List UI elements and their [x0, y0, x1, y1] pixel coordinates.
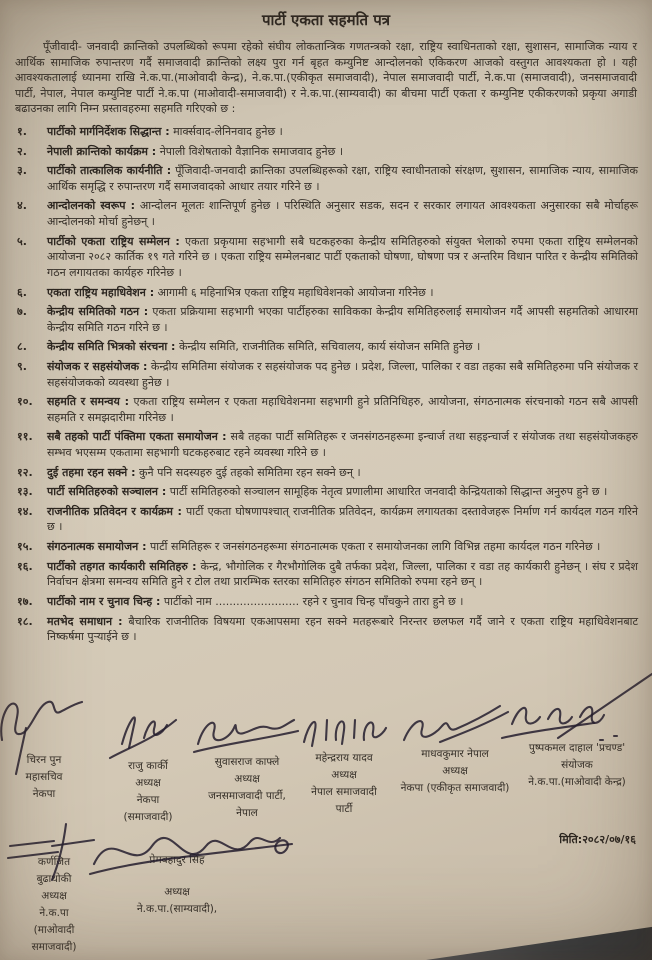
agreement-item [12, 359, 640, 390]
intro-paragraph: पूँजीवादी- जनवादी क्रान्तिको उपलब्धिको रूपमा रहेको संघीय लोकतान्त्रिक गणतन्त्रको रक्षा, राष्ट्रिय स्वाधिनताको रक्षा, सुशासन, सामाजिक न्याय र आर्थिक सामाजिक रुपान्तरण गर्दै समाजवादी क्रान्तिको लक्ष्य पुरा गर्न बृहत कम्युनिष्ट आन्दोलनको एकिकरण आजको वस्तुगत आवश्यकता हो । यही आवश्यकतालाई ध्यानमा राखि ने.क.पा.(माओवादी केन्द्र), ने.क.पा.(एकीकृत समाजवादी), नेपाल समाजवादी पार्टी, ने.क.पा (समाजवादी), जनसमाजवादी पार्टी, नेपाल, नेपाल कम्युनिष्ट पार्टी ने.क.पा (माओवादी-समाजवादी) र ने.क.पा.(साम्यवादी) का बीचमा पार्टी एकता र कम्युनिष्ट एकीकरणको प्रकृया अगाडी बढाउनका लागि निम्न प्रस्तावहरुमा सहमति गरिएको छ : [15, 40, 637, 116]
item-text: केन्द्रीय समिति, राजनीतिक समिति, सचिवालय, कार्य संयोजन समिति हुनेछ । [178, 340, 481, 354]
item-number: ८. [17, 340, 27, 354]
agreement-item [12, 394, 640, 425]
item-heading: पार्टीको एकता राष्ट्रिय सम्मेलन : [47, 234, 180, 248]
item-heading: संयोजक र सहसंयोजक : [47, 359, 148, 373]
signatory-madhav-kumar-nepal: माधवकुमार नेपाल अध्यक्ष नेकपा (एकीकृत समाजवादी) [392, 746, 518, 797]
item-heading: पार्टीको तात्कालिक कार्यनीति : [47, 164, 172, 178]
item-number: ५. [17, 234, 27, 248]
item-heading: सहमति र समन्वय : [47, 395, 130, 409]
item-text: मार्क्सवाद-लेनिनवाद हुनेछ । [173, 125, 283, 139]
signatory-karnajit-budhathoki: कर्णजित बुढाथोकी अध्यक्ष ने.क.पा (माओवादी समाजवादी) [12, 854, 96, 956]
item-text: एकता प्रकृयामा सहभागी सबै घटकहरुका केन्द्रीय समितिहरुको संयुक्त भेलाको रुपमा एकता राष्ट्रिय सम्मेलनको आयोजना २०८२ कार्तिक १९ गते गरिने छ । एकता राष्ट्रिय सम्मेलनबाट पार्टी एकताको घोषणा, घोषणा पत्र र अन्तरिम विधान पारित र केन्द्रीय समितिको गठन लगायतका कार्यहरु गरिनेछ । [47, 234, 638, 279]
signature-madhav-kumar-nepal-scribble [396, 698, 514, 750]
item-text: पूँजिवादी-जनवादी क्रान्तिका उपलब्धिहरूको रक्षा, राष्ट्रिय स्वाधीनताको संरक्षण, सुशासन, सामाजिक न्याय, सामाजिक आर्थिक समृद्धि र रुपान्तरण गर्दै समाजवादको आधार तयार गरिने छ । [47, 164, 638, 193]
item-number: १५. [17, 540, 33, 554]
item-number: ६. [17, 285, 27, 299]
item-heading: पार्टीको मार्गनिर्देशक सिद्धान्त : [47, 125, 170, 139]
item-number: ११. [17, 430, 33, 444]
item-text: पार्टी समितिहरुको सञ्चालन सामूहिक नेतृत्व प्रणालीमा आधारित जनवादी केन्द्रियताको सिद्धान्त अनुरुप हुने छ । [169, 485, 608, 499]
item-number: २. [17, 144, 27, 158]
agreement-item [12, 144, 640, 160]
agreement-item [12, 429, 640, 460]
item-text: कुनै पनि सदस्यहरु दुई तहको समितिमा रहन सक्ने छन् । [139, 465, 361, 479]
item-number: ३. [17, 164, 27, 178]
item-number: १४. [17, 504, 33, 518]
signatory-prem-bahadur-singh: प्रेमबहादुर सिंह अध्यक्ष ने.क.पा.(साम्यवादी), [94, 852, 260, 918]
agreement-item [12, 504, 640, 535]
item-text: केन्द्र, भौगोलिक र गैरभौगोलिक दुबै तर्फका प्रदेश, जिल्ला, पालिका र वडा तह कार्यकारी हुनेछन् । संघ र प्रदेश निर्वाचन क्षेत्रमा समन्वय समिति हुने र टोल तथा प्रारम्भिक स्तरका समितिहरु संगठन समितिको रुपमा रहने छन् । [47, 559, 638, 589]
agreement-item [12, 594, 640, 610]
agreement-item [12, 285, 640, 301]
item-heading: पार्टीको नाम र चुनाव चिन्ह : [47, 594, 161, 608]
agreement-item [12, 234, 640, 281]
item-heading: पार्टीको तहगत कार्यकारी समितिहरु : [47, 559, 197, 573]
signatory-chiran-pun: चिरन पुन महासचिव नेकपा [0, 752, 88, 803]
signature-raju-karki-scribble [102, 694, 188, 764]
item-number: १३. [17, 485, 33, 499]
item-number: १२. [17, 465, 33, 479]
signature-area [0, 664, 652, 960]
item-number: १७. [17, 594, 33, 608]
item-number: ४. [17, 199, 27, 213]
item-heading: केन्द्रीय समिति भित्रको संरचना : [47, 340, 176, 354]
item-heading: केन्द्रीय समितिको गठन : [47, 305, 149, 319]
item-text: केन्द्रीय समितिमा संयोजक र सहसंयोजक पद हुनेछ । प्रदेश, जिल्ला, पालिका र वडा तहका सबै समितिहरुमा पनि संयोजक र सहसंयोजकको व्यवस्था हुनेछ । [47, 359, 638, 389]
agreement-item [12, 539, 640, 555]
agreement-item [12, 304, 640, 335]
signature-pushpa-kamal-dahal-scribble [496, 668, 652, 746]
item-heading: नेपाली क्रान्तिको कार्यक्रम : [47, 144, 157, 158]
agreement-item [12, 559, 640, 590]
item-number: ९. [17, 359, 27, 373]
item-text: एकता प्रक्रियामा सहभागी भएका पार्टीहरुका साविकका केन्द्रीय समितिहरुलाई समायोजन गर्दै आपसी सहमतिको आधारमा केन्द्रीय समिति गठन गरिने छ । [47, 305, 638, 334]
agreement-item [12, 163, 640, 194]
item-number: १. [17, 125, 27, 139]
item-text: बैचारिक राजनीतिक विषयमा एकआपसमा रहन सक्ने मतहरूबारे निरन्तर छलफल गर्दै जाने र एकता राष्ट्रिय महाधिवेशनबाट निष्कर्षमा पुऱ्याईने छ । [47, 614, 639, 644]
agreement-item-list [12, 124, 640, 645]
signature-mahendra-ray-yadav-scribble [294, 698, 390, 754]
agreement-item [12, 465, 640, 481]
item-heading: एकता राष्ट्रिय महाधिवेशन : [47, 285, 155, 299]
item-text: आगामी ६ महिनाभित्र एकता राष्ट्रिय महाधिवेशनको आयोजना गरिनेछ । [157, 285, 434, 299]
item-heading: आन्दोलनको स्वरूप : [47, 199, 136, 213]
agreement-item [12, 339, 640, 355]
item-heading: संगठनात्मक समायोजन : [47, 540, 147, 554]
item-text: नेपाली विशेषताको वैज्ञानिक समाजवाद हुनेछ । [159, 144, 343, 158]
item-text: पार्टीको नाम ........................ रहने र चुनाव चिन्ह पाँचकुने तारा हुने छ । [163, 594, 464, 608]
document-title: पार्टी एकता सहमति पत्र [261, 11, 391, 29]
signature-chiran-pun-scribble [0, 690, 90, 756]
signatory-pushpa-kamal-dahal: पुष्पकमल दाहाल 'प्रचण्ड' संयोजक ने.क.पा.(माओवादी केन्द्र) [504, 740, 650, 791]
item-text: पार्टी एकता घोषणापश्चात् राजनीतिक प्रतिवेदन, कार्यक्रम लगायतका दस्तावेजहरू निर्माण गर्न कार्यदल गठन गरिने छ । [47, 504, 639, 534]
agreement-item [12, 614, 640, 645]
agreement-item [12, 484, 640, 500]
item-heading: राजनीतिक प्रतिवेदन र कार्यक्रम : [47, 504, 182, 518]
agreement-item [12, 124, 640, 140]
item-text: आन्दोलन मूलतः शान्तिपूर्ण हुनेछ । परिस्थिति अनुसार सडक, सदन र सरकार लगायत आवश्यकता अनुसारका सबै मोर्चाहरू आन्दोलनको मोर्चा हुनेछन् । [47, 199, 639, 229]
item-number: १८. [17, 614, 33, 628]
item-heading: पार्टी समितिहरुको सञ्चालन : [47, 485, 167, 499]
item-number: १०. [17, 395, 33, 409]
item-text: पार्टी समितिहरू र जनसंगठनहरूमा संगठनात्मक एकता र समायोजनका लागि विभिन्न तहमा कार्यदल गठन गरिनेछ । [150, 540, 601, 554]
item-heading: मतभेद समाधान : [47, 614, 123, 628]
item-number: १६. [17, 559, 33, 573]
item-text: सबै तहका पार्टी समितिहरू र जनसंगठनहरूमा इन्चार्ज तथा सहइन्चार्ज र संयोजक तथा सहसंयोजकहरु सम्भव भएसम्म एकतामा सहभागी घटकहरुबाट रहने व्यवस्था गरिने छ । [47, 430, 638, 460]
agreement-item [12, 198, 640, 229]
signatory-subasraj-kafle: सुवासराज काफ्ले अध्यक्ष जनसमाजवादी पार्टी, नेपाल [196, 754, 298, 822]
item-text: एकता राष्ट्रिय सम्मेलन र एकता महाधिवेशनमा सहभागी हुने प्रतिनिधिहरु, आयोजना, संगठनात्मक संरचनाको गठन सबै आपसी सहमति र समझदारीमा गरिनेछ । [47, 395, 638, 424]
date-stamp: मिति:२०८२/०७/१६ [559, 833, 636, 846]
item-number: ७. [17, 305, 27, 319]
signatory-raju-karki: राजु कार्की अध्यक्ष नेकपा (समाजवादी) [100, 758, 196, 826]
item-heading: दुई तहमा रहन सक्ने : [47, 465, 136, 479]
signatory-mahendra-ray-yadav: महेन्द्रराय यादव अध्यक्ष नेपाल समाजवादी पार्टी [294, 750, 394, 818]
item-heading: सबै तहको पार्टी पंक्तिमा एकता समायोजन : [47, 430, 227, 444]
